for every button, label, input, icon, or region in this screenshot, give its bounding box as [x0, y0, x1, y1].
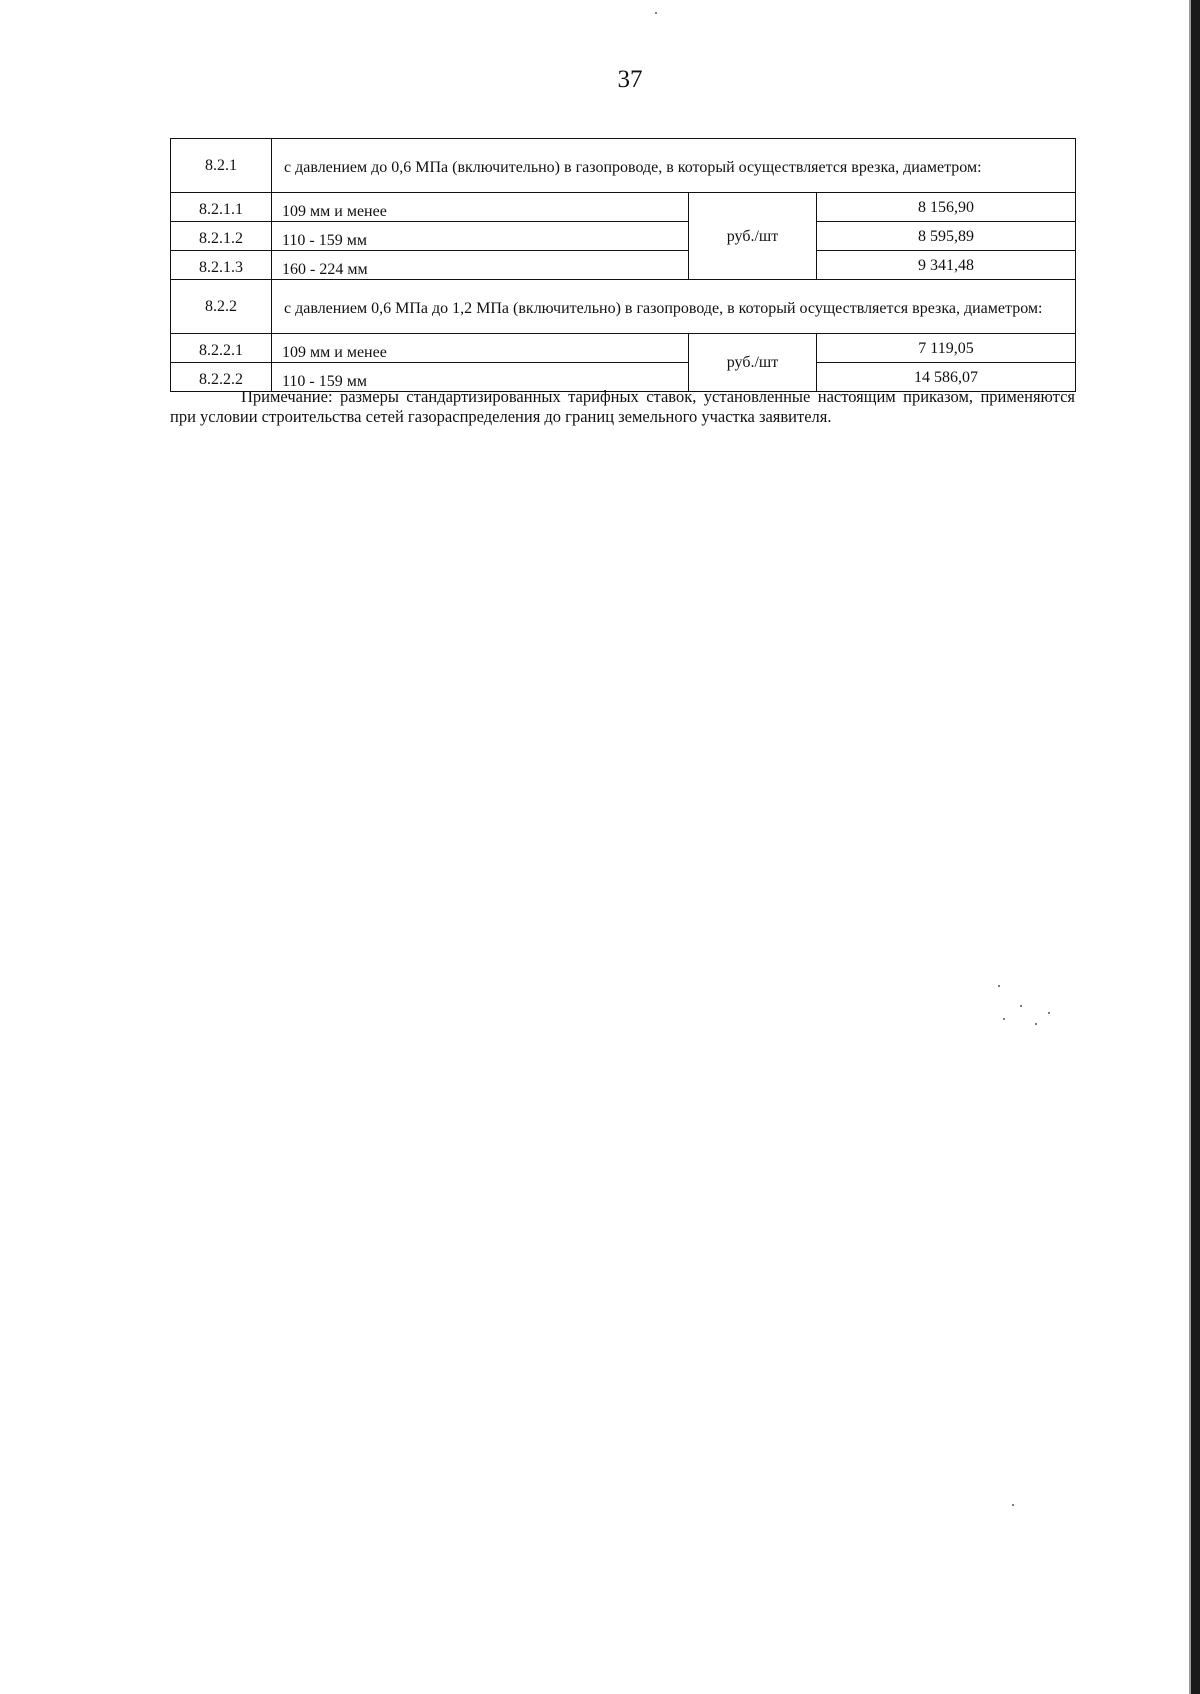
table-row [171, 251, 1076, 280]
group-code: 8.2.1 [171, 139, 272, 193]
scan-speck [1048, 1012, 1050, 1014]
item-value: 8 595,89 [817, 222, 1076, 251]
item-value: 14 586,07 [817, 363, 1076, 392]
item-name: 110 - 159 мм [272, 363, 689, 392]
scan-speck [1003, 1018, 1005, 1020]
table-row [171, 193, 1076, 222]
group-description: с давлением до 0,6 МПа (включительно) в газопроводе, в который осуществляется врезка, диаметром: [272, 139, 1076, 193]
scan-speck [1020, 1005, 1022, 1007]
unit-cell: руб./шт [689, 334, 817, 392]
item-code: 8.2.1.2 [171, 222, 272, 251]
item-value: 7 119,05 [817, 334, 1076, 363]
item-name: 160 - 224 мм [272, 251, 689, 280]
page-number: 37 [617, 66, 643, 93]
item-code: 8.2.2.2 [171, 363, 272, 392]
item-code: 8.2.1.1 [171, 193, 272, 222]
tariff-table [170, 138, 1076, 392]
item-name: 109 мм и менее [272, 193, 689, 222]
scan-speck [1012, 1504, 1014, 1506]
table-group-row [171, 139, 1076, 193]
item-name: 110 - 159 мм [272, 222, 689, 251]
item-code: 8.2.2.1 [171, 334, 272, 363]
scan-border [1191, 0, 1200, 1694]
group-description: с давлением 0,6 МПа до 1,2 МПа (включительно) в газопроводе, в который осуществляется врезка, диаметром: [272, 280, 1076, 334]
table-row [171, 222, 1076, 251]
table-note: Примечание: размеры стандартизированных тарифных ставок, установленные настоящим приказом, применяются при условии строительства сетей газораспределения до границ земельного участка заявителя. [170, 386, 1075, 426]
item-name: 109 мм и менее [272, 334, 689, 363]
table-row [171, 334, 1076, 363]
table-group-row [171, 280, 1076, 334]
group-code: 8.2.2 [171, 280, 272, 334]
item-value: 8 156,90 [817, 193, 1076, 222]
scan-speck [998, 985, 1000, 987]
unit-cell: руб./шт [689, 193, 817, 280]
scan-speck [655, 12, 657, 14]
item-value: 9 341,48 [817, 251, 1076, 280]
item-code: 8.2.1.3 [171, 251, 272, 280]
scan-speck [1035, 1023, 1037, 1025]
